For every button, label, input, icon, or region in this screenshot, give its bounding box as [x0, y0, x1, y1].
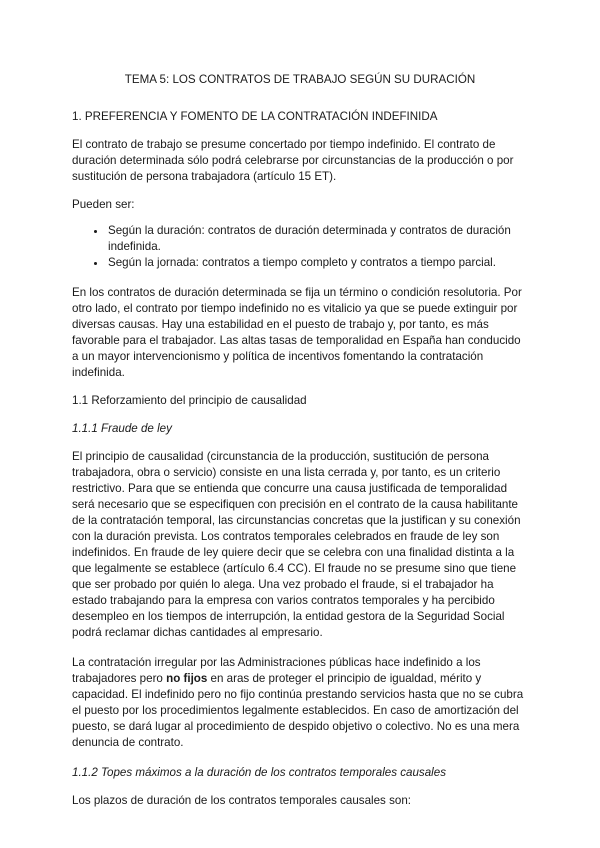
paragraph: El principio de causalidad (circunstancia de la producción, sustitución de persona trabajadora, obra o servicio) consiste en una lista cerrada y, por tanto, es un criterio restrictivo. Para que se entienda que concurre una causa justificada de temporalidad será necesario que se especifiquen con precisión en el contrato de la causa habilitante de la contratación temporal, las circunstancias concretas que la justifican y su conexión con la duración prevista. Los contratos temporales celebrados en fraude de ley son indefinidos. En fraude de ley quiere decir que se celebra con una finalidad distinta a la que legalmente se establece (artículo 6.4 CC). El fraude no se presume sino que tiene que ser probado por quién lo alega. Una vez probado el fraude, si el trabajador ha estado trabajando para la empresa con varios contratos temporales y ha percibido desempleo en los tiempos de interrupción, la entidad gestora de la Seguridad Social podrá reclamar dichas cantidades al empresario. — [72, 450, 521, 639]
section-heading-1: 1. PREFERENCIA Y FOMENTO DE LA CONTRATACIÓN INDEFINIDA — [72, 110, 438, 123]
paragraph: El contrato de trabajo se presume concertado por tiempo indefinido. El contrato de duración determinada sólo podrá celebrarse por circunstancias de la producción o por sustitución de persona trabajadora (artículo 15 ET). — [72, 138, 514, 183]
paragraph: Los plazos de duración de los contratos temporales causales son: — [72, 794, 411, 807]
paragraph: En los contratos de duración determinada se fija un término o condición resolutoria. Por otro lado, el contrato por tiempo indefinido no es vitalicio ya que se puede extinguir por diversas causas. Hay una estabilidad en el puesto de trabajo y, por tanto, es más favorable para el trabajador. Las altas tasas de temporalidad en España han conducido a un mayor intervencionismo y política de incentivos fomentando la contratación indefinida. — [72, 286, 522, 379]
section-heading-1-1-1: 1.1.1 Fraude de ley — [72, 422, 172, 435]
emphasis-text: no fijos — [166, 672, 208, 685]
section-heading-1-1: 1.1 Reforzamiento del principio de causalidad — [72, 394, 307, 407]
paragraph: Pueden ser: — [72, 198, 135, 211]
paragraph — [72, 655, 528, 751]
list-item: • Según la duración: contratos de duración determinada y contratos de duración indefinida. — [106, 223, 528, 255]
paragraph-text: en aras de proteger el principio de igualdad, mérito y capacidad. El indefinido pero no fijo continúa prestando servicios hasta que no se cubra el puesto por los procedimientos legalmente establecidos. En caso de amortización del puesto, se dará lugar al procedimiento de despido objetivo o colectivo. No es una mera denuncia de contrato. — [72, 672, 524, 749]
list-item: • Según la jornada: contratos a tiempo completo y contratos a tiempo parcial. — [106, 255, 528, 271]
paragraph-text: La contratación irregular por las Administraciones públicas hace indefinido a los trabajadores pero — [72, 656, 481, 685]
document-title: TEMA 5: LOS CONTRATOS DE TRABAJO SEGÚN SU DURACIÓN — [124, 73, 476, 86]
bullet-list — [72, 223, 528, 271]
section-heading-1-1-2: 1.1.2 Topes máximos a la duración de los contratos temporales causales — [72, 766, 446, 779]
